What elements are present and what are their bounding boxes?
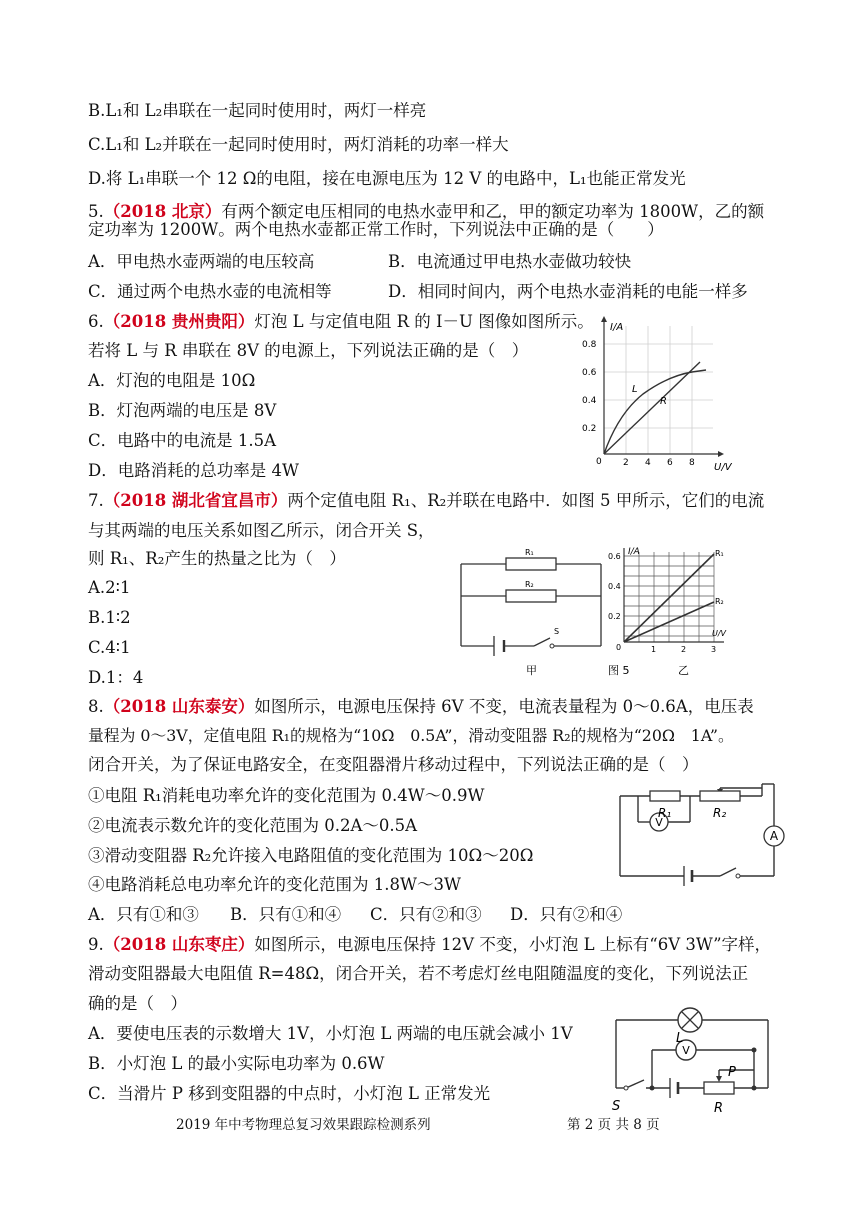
q7-circuit-s: S [554,627,560,636]
q7-xtick-1: 1 [651,645,657,654]
q8-source: （2018 山东泰安） [103,697,255,716]
footer-series: 2019 年中考物理总复习效果跟踪检测系列 [176,1117,431,1133]
q7-caption-fig5: 图 5 [608,664,630,677]
q5-stem-line1 [88,202,764,222]
q6-xtick-6: 6 [667,458,673,468]
q9-voltmeter-label: V [682,1044,690,1057]
q4-option-b: B.L₁和 L₂串联在一起同时使用时，两灯一样亮 [88,101,427,120]
q6-ytick-0-2: 0.2 [582,424,597,434]
q6-gridlines [604,326,713,454]
q6-label-l: L [632,384,638,395]
q6-source: （2018 贵州贵阳） [103,312,255,331]
q7-iu-graph [604,546,734,680]
q9-label-r: R [714,1101,724,1116]
q9-junction-right [752,1086,757,1091]
q6-option-c: C．电路中的电流是 1.5A [88,431,277,450]
q8-switch-contact [736,874,740,878]
q6-option-d: D．电路消耗的总功率是 4W [88,461,299,480]
q7-source: （2018 湖北省宜昌市） [103,491,288,510]
q8-voltmeter-label: V [655,816,663,829]
q6-option-b: B．灯泡两端的电压是 8V [88,401,277,420]
q7-number: 7. [88,491,104,510]
q6-stem-line2: 若将 L 与 R 串联在 8V 的电源上，下列说法正确的是（ ） [88,341,529,360]
q7-xtick-3: 3 [711,645,717,654]
q8-ammeter-label: A [769,829,779,843]
q4-option-d: D.将 L₁串联一个 12 Ω的电阻，接在电源电压为 12 V 的电路中，L₁也能正常发光 [88,169,686,188]
q7-label-r2: R₂ [715,597,724,606]
q7-circuit-r1: R₁ [525,548,534,557]
q9-label-l: L [676,1031,684,1046]
q7-option-d: D.1：4 [88,668,144,687]
q9-circuit-diagram [606,1002,788,1116]
q7-ytick-0-2: 0.2 [608,612,621,621]
q8-circuit-diagram [612,780,802,892]
q9-junction-left [650,1086,655,1091]
q6-xtick-4: 4 [645,458,651,468]
q7-stem-line1 [88,491,764,511]
q8-label-r1: R₁ [658,806,672,820]
q7-xlabel: U/V [712,629,727,638]
q4-option-c: C.L₁和 L₂并联在一起同时使用时，两灯消耗的功率一样大 [88,135,509,154]
q7-option-a: A.2∶1 [88,578,131,597]
q6-stem1: 灯泡 L 与定值电阻 R 的 I－U 图像如图所示。 [254,312,594,331]
q5-option-a: A．甲电热水壶两端的电压较高 [88,252,315,271]
q6-stem-line1 [88,312,594,332]
q7-ytick-0-6: 0.6 [608,552,621,561]
q8-stem1: 如图所示，电源电压保持 6V 不变，电流表量程为 0～0.6A，电压表 [254,697,754,716]
q8-statement-1: ①电阻 R₁消耗电功率允许的变化范围为 0.4W～0.9W [88,786,485,805]
q6-ytick-0-8: 0.8 [582,340,597,350]
q6-xtick-2: 2 [623,458,629,468]
q9-stem-line3: 确的是（ ） [88,994,187,1013]
q9-label-p: P [728,1065,736,1080]
q9-option-b: B．小灯泡 L 的最小实际电功率为 0.6W [88,1054,385,1073]
q9-label-s: S [612,1099,621,1114]
q7-resistor-r2 [506,590,556,602]
q8-rheostat-r2 [700,791,740,801]
q9-stem1: 如图所示，电源电压保持 12V 不变，小灯泡 L 上标有“6V 3W”字样， [254,935,772,954]
q7-label-r1: R₁ [715,549,724,558]
q5-number: 5. [88,202,104,221]
q8-statement-2: ②电流表示数允许的变化范围为 0.2A～0.5A [88,816,418,835]
q7-caption-jia: 甲 [526,664,537,677]
q6-x-arrow [718,451,724,457]
q8-label-r2: R₂ [713,806,727,820]
q6-number: 6. [88,312,104,331]
q7-stem-line2: 与其两端的电压关系如图乙所示，闭合开关 S， [88,521,435,540]
q9-number: 9. [88,935,104,954]
q8-option-d: D．只有②和④ [510,905,623,924]
q6-iu-graph [582,316,748,476]
q9-junction-top [752,1048,757,1053]
q6-ytick-0-4: 0.4 [582,396,597,406]
q8-option-b: B．只有①和④ [230,905,342,924]
q6-curve-l [604,370,706,454]
q7-origin: 0 [616,643,622,652]
q6-origin: 0 [596,457,602,467]
q8-number: 8. [88,697,104,716]
q7-switch-contact [550,644,554,648]
q5-option-d: D．相同时间内，两个电热水壶消耗的电能一样多 [388,282,748,301]
q6-xlabel: U/V [714,462,732,473]
q8-statement-3: ③滑动变阻器 R₂允许接入电路阻值的变化范围为 10Ω～20Ω [88,846,534,865]
footer-page-number: 第 2 页 共 8 页 [567,1117,660,1133]
q8-stem-line2: 量程为 0～3V，定值电阻 R₁的规格为“10Ω 0.5A”，滑动变阻器 R₂的规格为“20Ω 1A”。 [88,726,734,745]
q5-source: （2018 北京） [103,202,222,221]
q5-stem1: 有两个额定电压相同的电热水壶甲和乙，甲的额定功率为 1800W，乙的额 [221,202,765,221]
q8-option-c: C．只有②和③ [370,905,482,924]
q5-option-c: C．通过两个电热水壶的电流相等 [88,282,332,301]
q8-statement-4: ④电路消耗总电功率允许的变化范围为 1.8W～3W [88,875,461,894]
q6-ytick-0-6: 0.6 [582,368,597,378]
q7-option-b: B.1∶2 [88,608,131,627]
q9-source: （2018 山东枣庄） [103,935,255,954]
q6-xtick-8: 8 [689,458,695,468]
q7-option-c: C.4∶1 [88,638,131,657]
q9-option-a: A．要使电压表的示数增大 1V，小灯泡 L 两端的电压就会减小 1V [88,1024,573,1043]
q7-ylabel: I/A [628,547,640,557]
q7-ytick-0-4: 0.4 [608,582,621,591]
q7-xtick-2: 2 [681,645,687,654]
q7-resistor-r1 [506,558,556,570]
q6-option-a: A．灯泡的电阻是 10Ω [88,371,256,390]
q7-stem-line3: 则 R₁、R₂产生的热量之比为（ ） [88,549,346,568]
q7-caption-yi: 乙 [678,664,689,677]
q7-circuit-r2: R₂ [525,580,534,589]
q9-stem-line1 [88,935,771,955]
q5-stem-line2: 定功率为 1200W。两个电热水壶都正常工作时，下列说法中正确的是（ ） [88,220,664,239]
q9-rheostat [704,1082,734,1094]
q8-option-a: A．只有①和③ [88,905,199,924]
q9-stem-line2: 滑动变阻器最大电阻值 R=48Ω，闭合开关，若不考虑灯丝电阻随温度的变化，下列说法正 [88,964,749,983]
q6-ylabel: I/A [610,322,624,333]
q8-resistor-r1 [650,791,680,801]
q8-stem-line1 [88,697,754,717]
q6-label-r: R [660,396,667,407]
q9-option-c: C．当滑片 P 移到变阻器的中点时，小灯泡 L 正常发光 [88,1084,491,1103]
q6-y-arrow [601,316,607,322]
q6-line-r [604,362,700,454]
q9-slider-arrow [716,1076,722,1082]
q8-stem-line3: 闭合开关，为了保证电路安全，在变阻器滑片移动过程中，下列说法正确的是（ ） [88,755,699,774]
q7-stem1: 两个定值电阻 R₁、R₂并联在电路中．如图 5 甲所示，它们的电流 [287,491,765,510]
q5-option-b: B．电流通过甲电热水壶做功较快 [388,252,632,271]
q9-switch-contact [624,1086,628,1090]
q7-circuit-diagram [456,550,606,680]
